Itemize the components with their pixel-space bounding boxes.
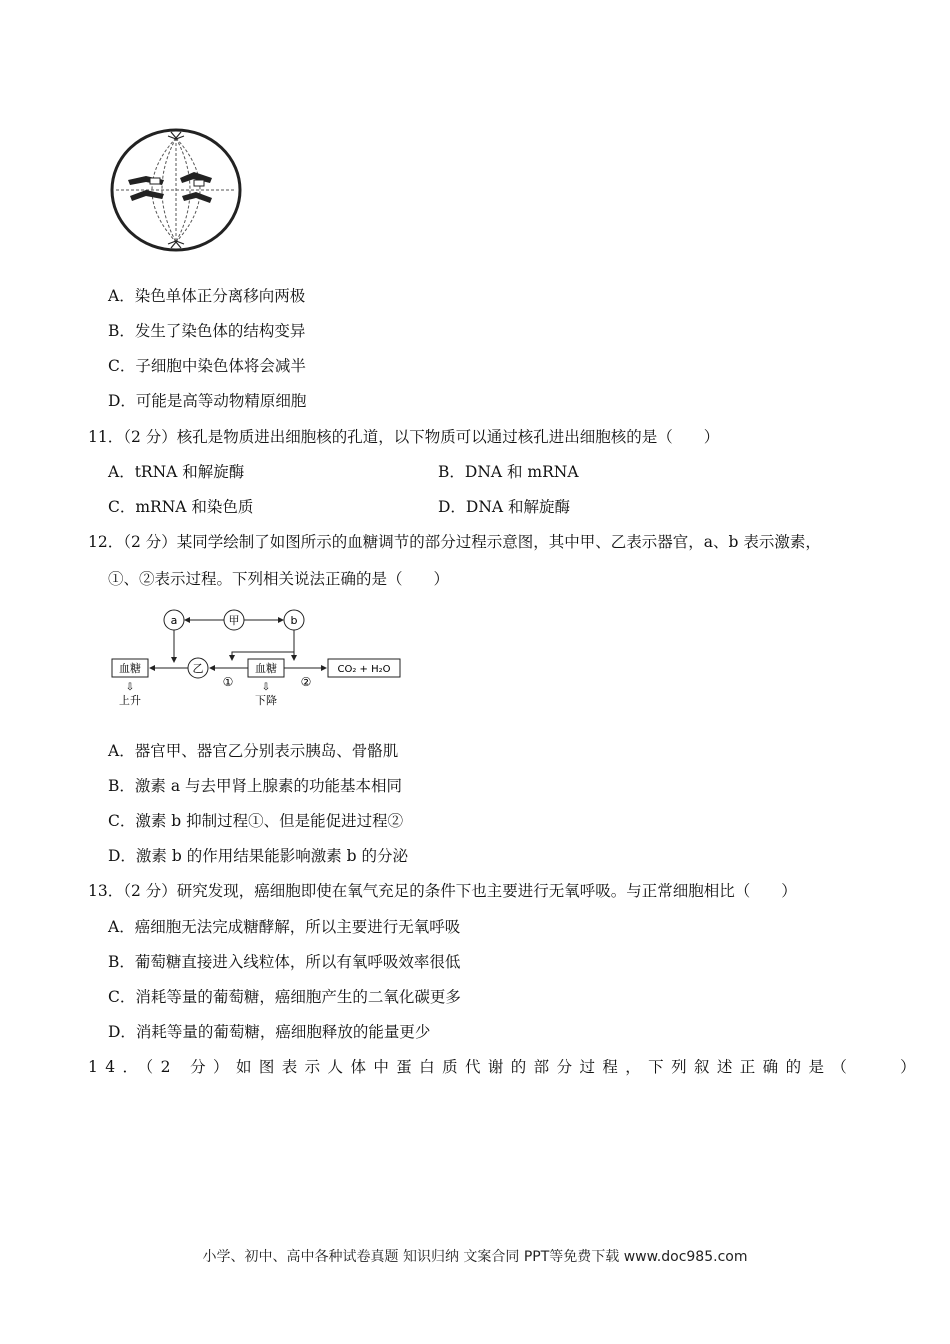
q12-option-b: B．激素 a 与去甲肾上腺素的功能基本相同	[108, 777, 402, 795]
q13-stem: 13．（2 分）研究发现，癌细胞即使在氧气充足的条件下也主要进行无氧呼吸。与正常细胞相比（ ）	[88, 882, 797, 900]
step-1-label: ①	[222, 675, 234, 689]
q11-option-c: C．mRNA 和染色质	[108, 498, 254, 516]
fall-label: 下降	[255, 694, 277, 707]
node-jia: 甲	[228, 614, 240, 627]
q11-option-b: B．DNA 和 mRNA	[438, 463, 579, 481]
down-arrow-icon: ⇩	[261, 682, 271, 693]
box-co2-h2o: CO₂ + H₂O	[337, 664, 391, 675]
node-a: a	[170, 614, 178, 627]
q11-stem: 11．（2 分）核孔是物质进出细胞核的孔道，以下物质可以通过核孔进出细胞核的是（ ）	[88, 428, 720, 446]
q12-option-c: C．激素 b 抑制过程①、但是能促进过程②	[108, 812, 404, 830]
q10-option-a: A．染色单体正分离移向两极	[108, 287, 306, 305]
q12-stem-line1: 12．（2 分）某同学绘制了如图所示的血糖调节的部分过程示意图，其中甲、乙表示器官，a、b 表示激素，	[88, 533, 821, 551]
q13-option-d: D．消耗等量的葡萄糖，癌细胞释放的能量更少	[108, 1023, 431, 1041]
q13-option-a: A．癌细胞无法完成糖酵解，所以主要进行无氧呼吸	[108, 918, 461, 936]
node-b: b	[290, 614, 298, 627]
q12-stem-line2: ①、②表示过程。下列相关说法正确的是（ ）	[108, 570, 450, 588]
q10-option-c: C．子细胞中染色体将会减半	[108, 357, 306, 375]
q11-option-a: A．tRNA 和解旋酶	[108, 463, 245, 481]
q10-option-b: B．发生了染色体的结构变异	[108, 322, 306, 340]
blood-sugar-regulation-diagram	[108, 604, 408, 714]
cell-division-figure	[108, 124, 244, 254]
page-footer: 小学、初中、高中各种试卷真题 知识归纳 文案合同 PPT等免费下载 www.doc985.com	[202, 1249, 748, 1265]
q11-option-d: D．DNA 和解旋酶	[438, 498, 571, 516]
node-yi: 乙	[192, 662, 204, 675]
down-arrow-icon: ⇩	[125, 682, 135, 693]
q13-option-c: C．消耗等量的葡萄糖，癌细胞产生的二氧化碳更多	[108, 988, 461, 1006]
q14-stem: 14．（2 分）如图表示人体中蛋白质代谢的部分过程，下列叙述正确的是（ ）	[88, 1058, 923, 1076]
q12-option-d: D．激素 b 的作用结果能影响激素 b 的分泌	[108, 847, 408, 865]
q10-option-d: D．可能是高等动物精原细胞	[108, 392, 307, 410]
q13-option-b: B．葡萄糖直接进入线粒体，所以有氧呼吸效率很低	[108, 953, 461, 971]
q12-option-a: A．器官甲、器官乙分别表示胰岛、骨骼肌	[108, 742, 399, 760]
rise-label: 上升	[119, 694, 141, 707]
box-blood-sugar-left: 血糖	[119, 662, 141, 675]
box-blood-sugar-mid: 血糖	[255, 662, 277, 675]
step-2-label: ②	[300, 675, 312, 689]
